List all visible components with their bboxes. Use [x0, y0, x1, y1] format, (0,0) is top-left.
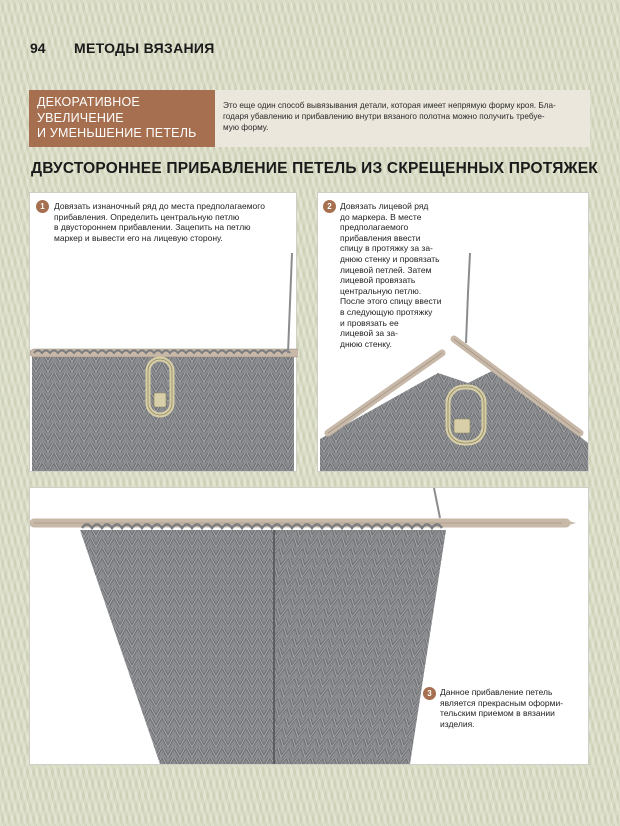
topic-line: УВЕЛИЧЕНИЕ — [37, 110, 124, 125]
step-line: лицевой петлей. Затем — [340, 264, 432, 275]
step-line: центральную петлю. — [340, 285, 422, 296]
step-line: спицу в протяжку за за- — [340, 243, 433, 254]
step-1-panel — [29, 192, 297, 472]
step-line: является прекрасным оформи- — [440, 697, 564, 708]
intro-text — [215, 90, 590, 147]
section-title: ДВУСТОРОННЕЕ ПРИБАВЛЕНИЕ ПЕТЕЛЬ ИЗ СКРЕЩЕННЫХ ПРОТЯЖЕК — [31, 160, 598, 177]
step-3-text — [440, 687, 563, 729]
topic-box — [29, 90, 215, 147]
step-line: лицевой за за- — [340, 328, 398, 339]
step-line: прибавления. Определить центральную петлю — [54, 211, 240, 222]
step-line: днюю стенку и провязать — [340, 253, 440, 264]
step-line: до маркера. В месте — [340, 211, 422, 222]
step-2-panel — [317, 192, 589, 472]
step-line: Данное прибавление петель — [440, 687, 553, 697]
step-line: изделия. — [440, 718, 475, 729]
intro-line: годаря убавлению и прибавлению внутри вязаного полотна можно получить требуе- — [223, 112, 545, 121]
step-line: Довязать изнаночный ряд до места предполагаемого — [54, 201, 265, 211]
topic-line: ДЕКОРАТИВНОЕ — [37, 95, 140, 109]
step-line: маркер и вывести его на лицевую сторону. — [54, 232, 223, 243]
step-line: После этого спицу ввести — [340, 296, 442, 307]
step-1-text — [54, 201, 265, 243]
step-number-badge: 2 — [323, 200, 336, 213]
step-3-panel — [29, 487, 589, 765]
intro-line: мую форму. — [223, 123, 269, 132]
step-line: днюю стенку. — [340, 338, 392, 349]
step-line: тельским приемом в вязании — [440, 708, 555, 719]
running-title: МЕТОДЫ ВЯЗАНИЯ — [74, 40, 215, 56]
step-line: и провязать ее — [340, 317, 399, 328]
step-line: в следующую протяжку — [340, 306, 433, 317]
page-number: 94 — [30, 40, 46, 56]
step-2-text — [340, 201, 441, 349]
step-number-badge: 3 — [423, 687, 436, 700]
step-line: предполагаемого — [340, 222, 409, 233]
step-line: в двустороннем прибавлении. Зацепить на петлю — [54, 222, 251, 233]
intro-line: Это еще один способ вывязывания детали, которая имеет непрямую форму кроя. Бла- — [223, 101, 556, 110]
topic-line: И УМЕНЬШЕНИЕ ПЕТЕЛЬ — [37, 126, 197, 140]
step-number-badge: 1 — [36, 200, 49, 213]
step-line: лицевой провязать — [340, 275, 416, 286]
step-line: Довязать лицевой ряд — [340, 201, 429, 211]
step-line: прибавления ввести — [340, 232, 421, 243]
